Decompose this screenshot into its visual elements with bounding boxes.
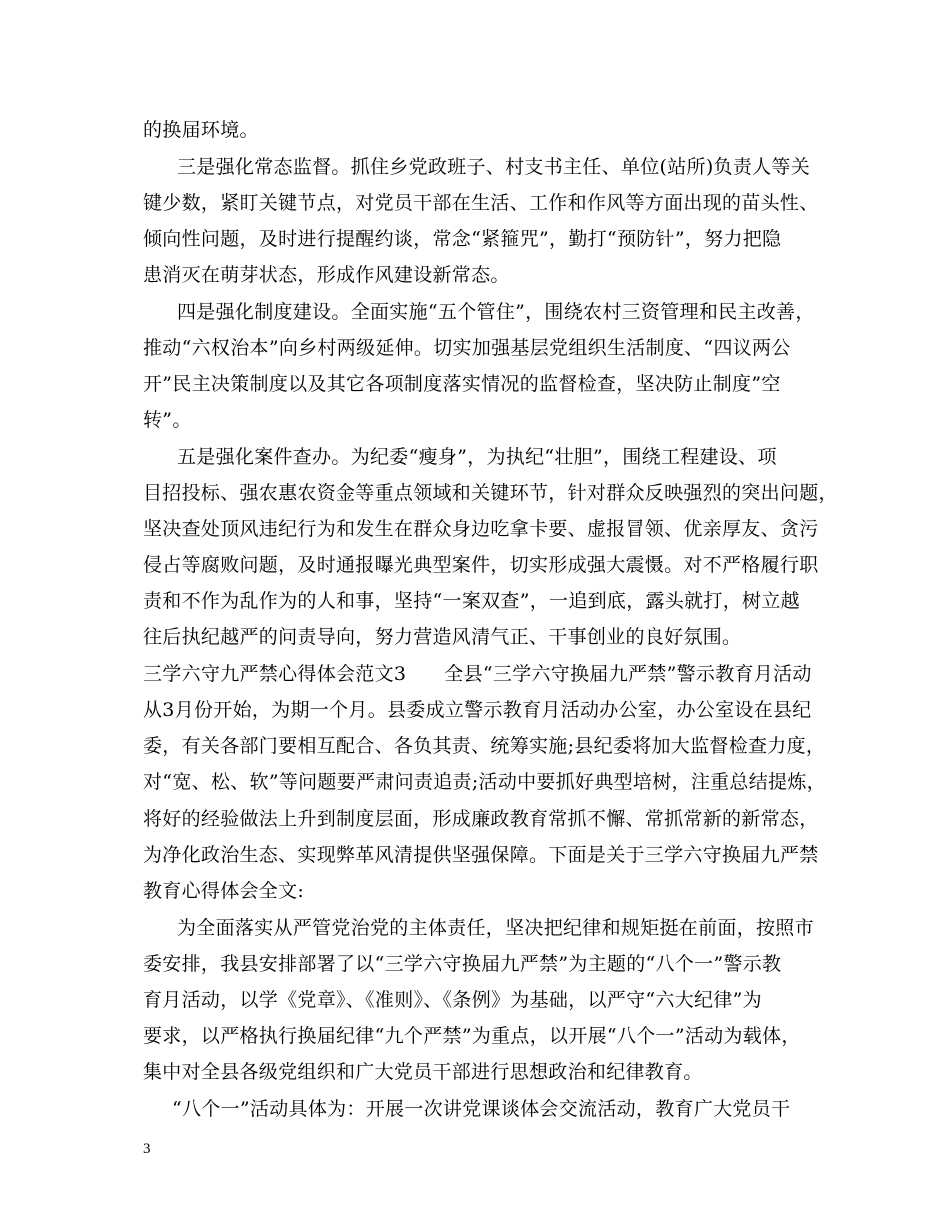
paragraph-start: 三是强化常态监督。抓住乡党政班子、村支书主任、单位(站所)负责人等关 bbox=[177, 156, 811, 178]
paragraph-start: 四是强化制度建设。全面实施“五个管住”，围绕农村三资管理和民主改善， bbox=[177, 301, 815, 323]
text-line: 往后执纪越严的问责导向，努力营造风清气正、干事创业的良好氛围。 bbox=[143, 626, 742, 648]
text-line: 倾向性问题，及时进行提醒约谈，常念“紧箍咒”，勤打“预防针”，努力把隐 bbox=[143, 228, 782, 250]
paragraph-start: “八个一”活动具体为：开展一次讲党课谈体会交流活动，教育广大党员干 bbox=[172, 1098, 791, 1120]
text-line: 教育心得体会全文: bbox=[143, 880, 305, 902]
text-line: 为净化政治生态、实现弊革风清提供坚强保障。下面是关于三学六守换届九严禁 bbox=[143, 844, 819, 866]
text-line: 坚决查处顶风违纪行为和发生在群众身边吃拿卡要、虚报冒领、优亲厚友、贪污 bbox=[143, 518, 819, 540]
text-line: 开”民主决策制度以及其它各项制度落实情况的监督检查，坚决防止制度”空 bbox=[143, 373, 781, 395]
text-line: 委，有关各部门要相互配合、各负其责、统筹实施;县纪委将加大监督检查力度， bbox=[143, 735, 826, 757]
text-line: 推动“六权治本”向乡村两级延伸。切实加强基层党组织生活制度、“四议两公 bbox=[143, 337, 791, 359]
heading-text: 全县“三学六守换届九严禁”警示教育月活动 bbox=[444, 663, 812, 685]
section-heading: 三学六守九严禁心得体会范文3 bbox=[143, 663, 407, 685]
text-line: 侵占等腐败问题，及时通报曝光典型案件，切实形成强大震慑。对不严格履行职 bbox=[143, 554, 819, 576]
text-line: 责和不作为乱作为的人和事，坚持“一案双查”，一追到底，露头就打，树立越 bbox=[143, 590, 800, 612]
text-line: 目招投标、强农惠农资金等重点领域和关键环节，针对群众反映强烈的突出问题， bbox=[143, 482, 838, 504]
paragraph-start: 为全面落实从严管党治党的主体责任，坚决把纪律和规矩挺在前面，按照市 bbox=[177, 917, 814, 939]
text-line: 对“宽、松、软”等问题要严肃问责追责;活动中要抓好典型培树，注重总结提炼， bbox=[143, 771, 826, 793]
paragraph-start: 五是强化案件查办。为纪委“瘦身”，为执纪“壮胆”，围绕工程建设、项 bbox=[177, 446, 777, 468]
text-line: 集中对全县各级党组织和广大党员干部进行思想政治和纪律教育。 bbox=[143, 1061, 703, 1083]
section-heading-line bbox=[143, 662, 812, 686]
text-line: 委安排，我县安排部署了以“三学六守换届九严禁”为主题的“八个一”警示教 bbox=[143, 953, 782, 975]
text-line: 患消灭在萌芽状态，形成作风建设新常态。 bbox=[143, 264, 510, 286]
text-line: 的换届环境。 bbox=[143, 119, 259, 141]
text-line: 要求，以严格执行换届纪律“九个严禁”为重点，以开展“八个一”活动为载体， bbox=[143, 1025, 801, 1047]
text-line: 从3月份开始，为期一个月。县委成立警示教育月活动办公室，办公室设在县纪 bbox=[143, 699, 812, 721]
text-line: 育月活动，以学《党章》、《准则》、《条例》为基础，以严守“六大纪律”为 bbox=[143, 989, 762, 1011]
page-number: 3 bbox=[143, 1141, 151, 1157]
text-line: 转”。 bbox=[143, 409, 192, 431]
text-line: 键少数，紧盯关键节点，对党员干部在生活、工作和作风等方面出现的苗头性、 bbox=[143, 192, 819, 214]
text-line: 将好的经验做法上升到制度层面，形成廉政教育常抓不懈、常抓常新的新常态， bbox=[143, 808, 819, 830]
